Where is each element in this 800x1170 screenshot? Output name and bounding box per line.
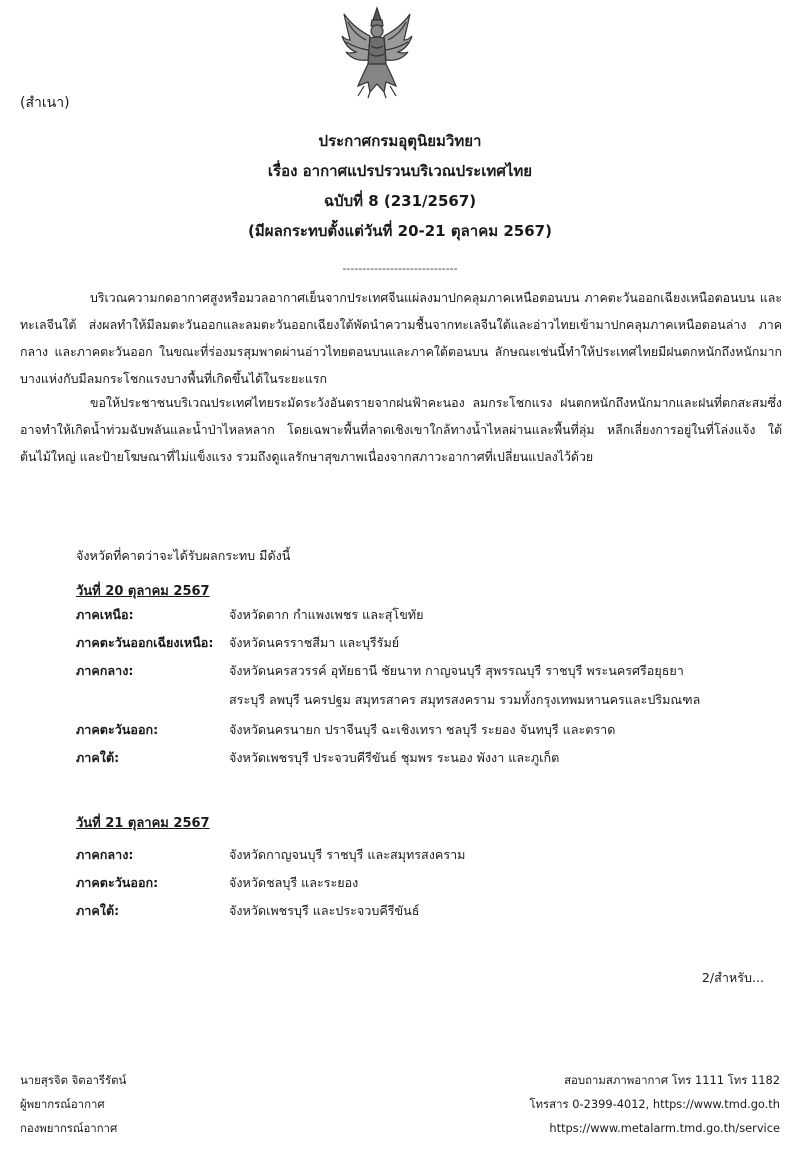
province-list: จังหวัดนครราชสีมา และบุรีรัมย์: [229, 635, 400, 650]
day2-date-heading: วันที่ 21 ตุลาคม 2567: [76, 816, 210, 831]
forecaster-name: นายสุรจิต จิตอารีรัตน์: [20, 1073, 127, 1087]
contact-phone: สอบถามสภาพอากาศ โทร 1111 โทร 1182: [564, 1073, 780, 1087]
region-label: ภาคใต้:: [76, 903, 120, 918]
region-label: ภาคตะวันออก:: [76, 875, 159, 890]
garuda-emblem-icon: [340, 6, 414, 100]
announcement-issue: ฉบับที่ 8 (231/2567): [323, 192, 477, 210]
announcement-title: ประกาศกรมอุตุนิยมวิทยา: [318, 132, 482, 150]
weather-situation-paragraph: [20, 284, 782, 392]
forecaster-division: กองพยากรณ์อากาศ: [20, 1121, 118, 1135]
province-list: จังหวัดชลบุรี และระยอง: [229, 875, 359, 890]
contact-fax-website: โทรสาร 0-2399-4012, https://www.tmd.go.th: [529, 1097, 780, 1111]
affected-provinces-intro: จังหวัดที่คาดว่าจะได้รับผลกระทบ มีดังนี้: [76, 548, 291, 563]
next-page-indicator: 2/สำหรับ...: [701, 970, 764, 985]
announcement-subject: เรื่อง อากาศแปรปรวนบริเวณประเทศไทย: [267, 162, 533, 180]
day1-date-heading: วันที่ 20 ตุลาคม 2567: [76, 584, 210, 599]
region-label: ภาคใต้:: [76, 750, 120, 765]
paragraph-1-text: บริเวณความกดอากาศสูงหรือมวลอากาศเย็นจากประเทศจีนแผ่ลงมาปกคลุมภาคเหนือตอนบน ภาคตะวันออกเฉียงเหนือตอนบน และทะเลจีนใต้ ส่งผลทำให้มีลมตะวันออกและลมตะวันออกเฉียงใต้พัดนำความชื้นจากทะเลจีนใต้และอ่าวไทยเข้ามาปกคลุมภาคเหนือตอนล่าง ภาคกลาง และภาคตะวันออก ในขณะที่ร่องมรสุมพาดผ่านอ่าวไทยตอนบนและภาคใต้ตอนบน ลักษณะเช่นนี้ทำให้ประเทศไทยมีฝนตกหนักถึงหนักมากบางแห่งกับมีลมกระโชกแรงบางพื้นที่เกิดขึ้นได้ในระยะแรก: [20, 290, 782, 386]
paragraph-2-text: ขอให้ประชาชนบริเวณประเทศไทยระมัดระวังอันตรายจากฝนฟ้าคะนอง ลมกระโชกแรง ฝนตกหนักถึงหนักมากและฝนที่ตกสะสมซึ่งอาจทำให้เกิดน้ำท่วมฉับพลันและน้ำป่าไหลหลาก โดยเฉพาะพื้นที่ลาดเชิงเขาใกล้ทางน้ำไหลผ่านและพื้นที่ลุ่ม หลีกเลี่ยงการอยู่ในที่โล่งแจ้ง ใต้ต้นไม้ใหญ่ และป้ายโฆษณาที่ไม่แข็งแรง รวมถึงดูแลรักษาสุขภาพเนื่องจากสภาวะอากาศที่เปลี่ยนแปลงไว้ด้วย: [20, 395, 782, 464]
province-list-line-2: สระบุรี ลพบุรี นครปฐม สมุทรสาคร สมุทรสงคราม รวมทั้งกรุงเทพมหานครและปริมณฑล: [229, 692, 701, 707]
region-label: ภาคเหนือ:: [76, 607, 134, 622]
region-label: ภาคตะวันออก:: [76, 722, 159, 737]
contact-service-link[interactable]: https://www.metalarm.tmd.go.th/service: [549, 1121, 780, 1135]
province-list: จังหวัดเพชรบุรี ประจวบคีรีขันธ์ ชุมพร ระนอง พังงา และภูเก็ต: [229, 750, 560, 765]
region-label: ภาคตะวันออกเฉียงเหนือ:: [76, 635, 214, 650]
province-list: จังหวัดกาญจนบุรี ราชบุรี และสมุทรสงคราม: [229, 847, 466, 862]
province-list: จังหวัดตาก กำแพงเพชร และสุโขทัย: [229, 607, 424, 622]
announcement-effective-date: (มีผลกระทบตั้งแต่วันที่ 20-21 ตุลาคม 2567): [248, 222, 552, 240]
region-label: ภาคกลาง:: [76, 663, 134, 678]
forecaster-signature-block: [20, 1068, 126, 1140]
title-divider: -----------------------------: [342, 262, 458, 275]
announcement-header: [0, 126, 800, 246]
copy-label: (สำเนา): [20, 95, 70, 111]
province-list: จังหวัดนครนายก ปราจีนบุรี ฉะเชิงเทรา ชลบุรี ระยอง จันทบุรี และตราด: [229, 722, 616, 737]
forecaster-position: ผู้พยากรณ์อากาศ: [20, 1097, 105, 1111]
contact-info-block: [529, 1068, 780, 1140]
region-label: ภาคกลาง:: [76, 847, 134, 862]
province-list-line-1: จังหวัดนครสวรรค์ อุทัยธานี ชัยนาท กาญจนบุรี สุพรรณบุรี ราชบุรี พระนครศรีอยุธยา: [229, 663, 684, 678]
public-warning-paragraph: [20, 389, 782, 470]
province-list: จังหวัดเพชรบุรี และประจวบคีรีขันธ์: [229, 903, 420, 918]
